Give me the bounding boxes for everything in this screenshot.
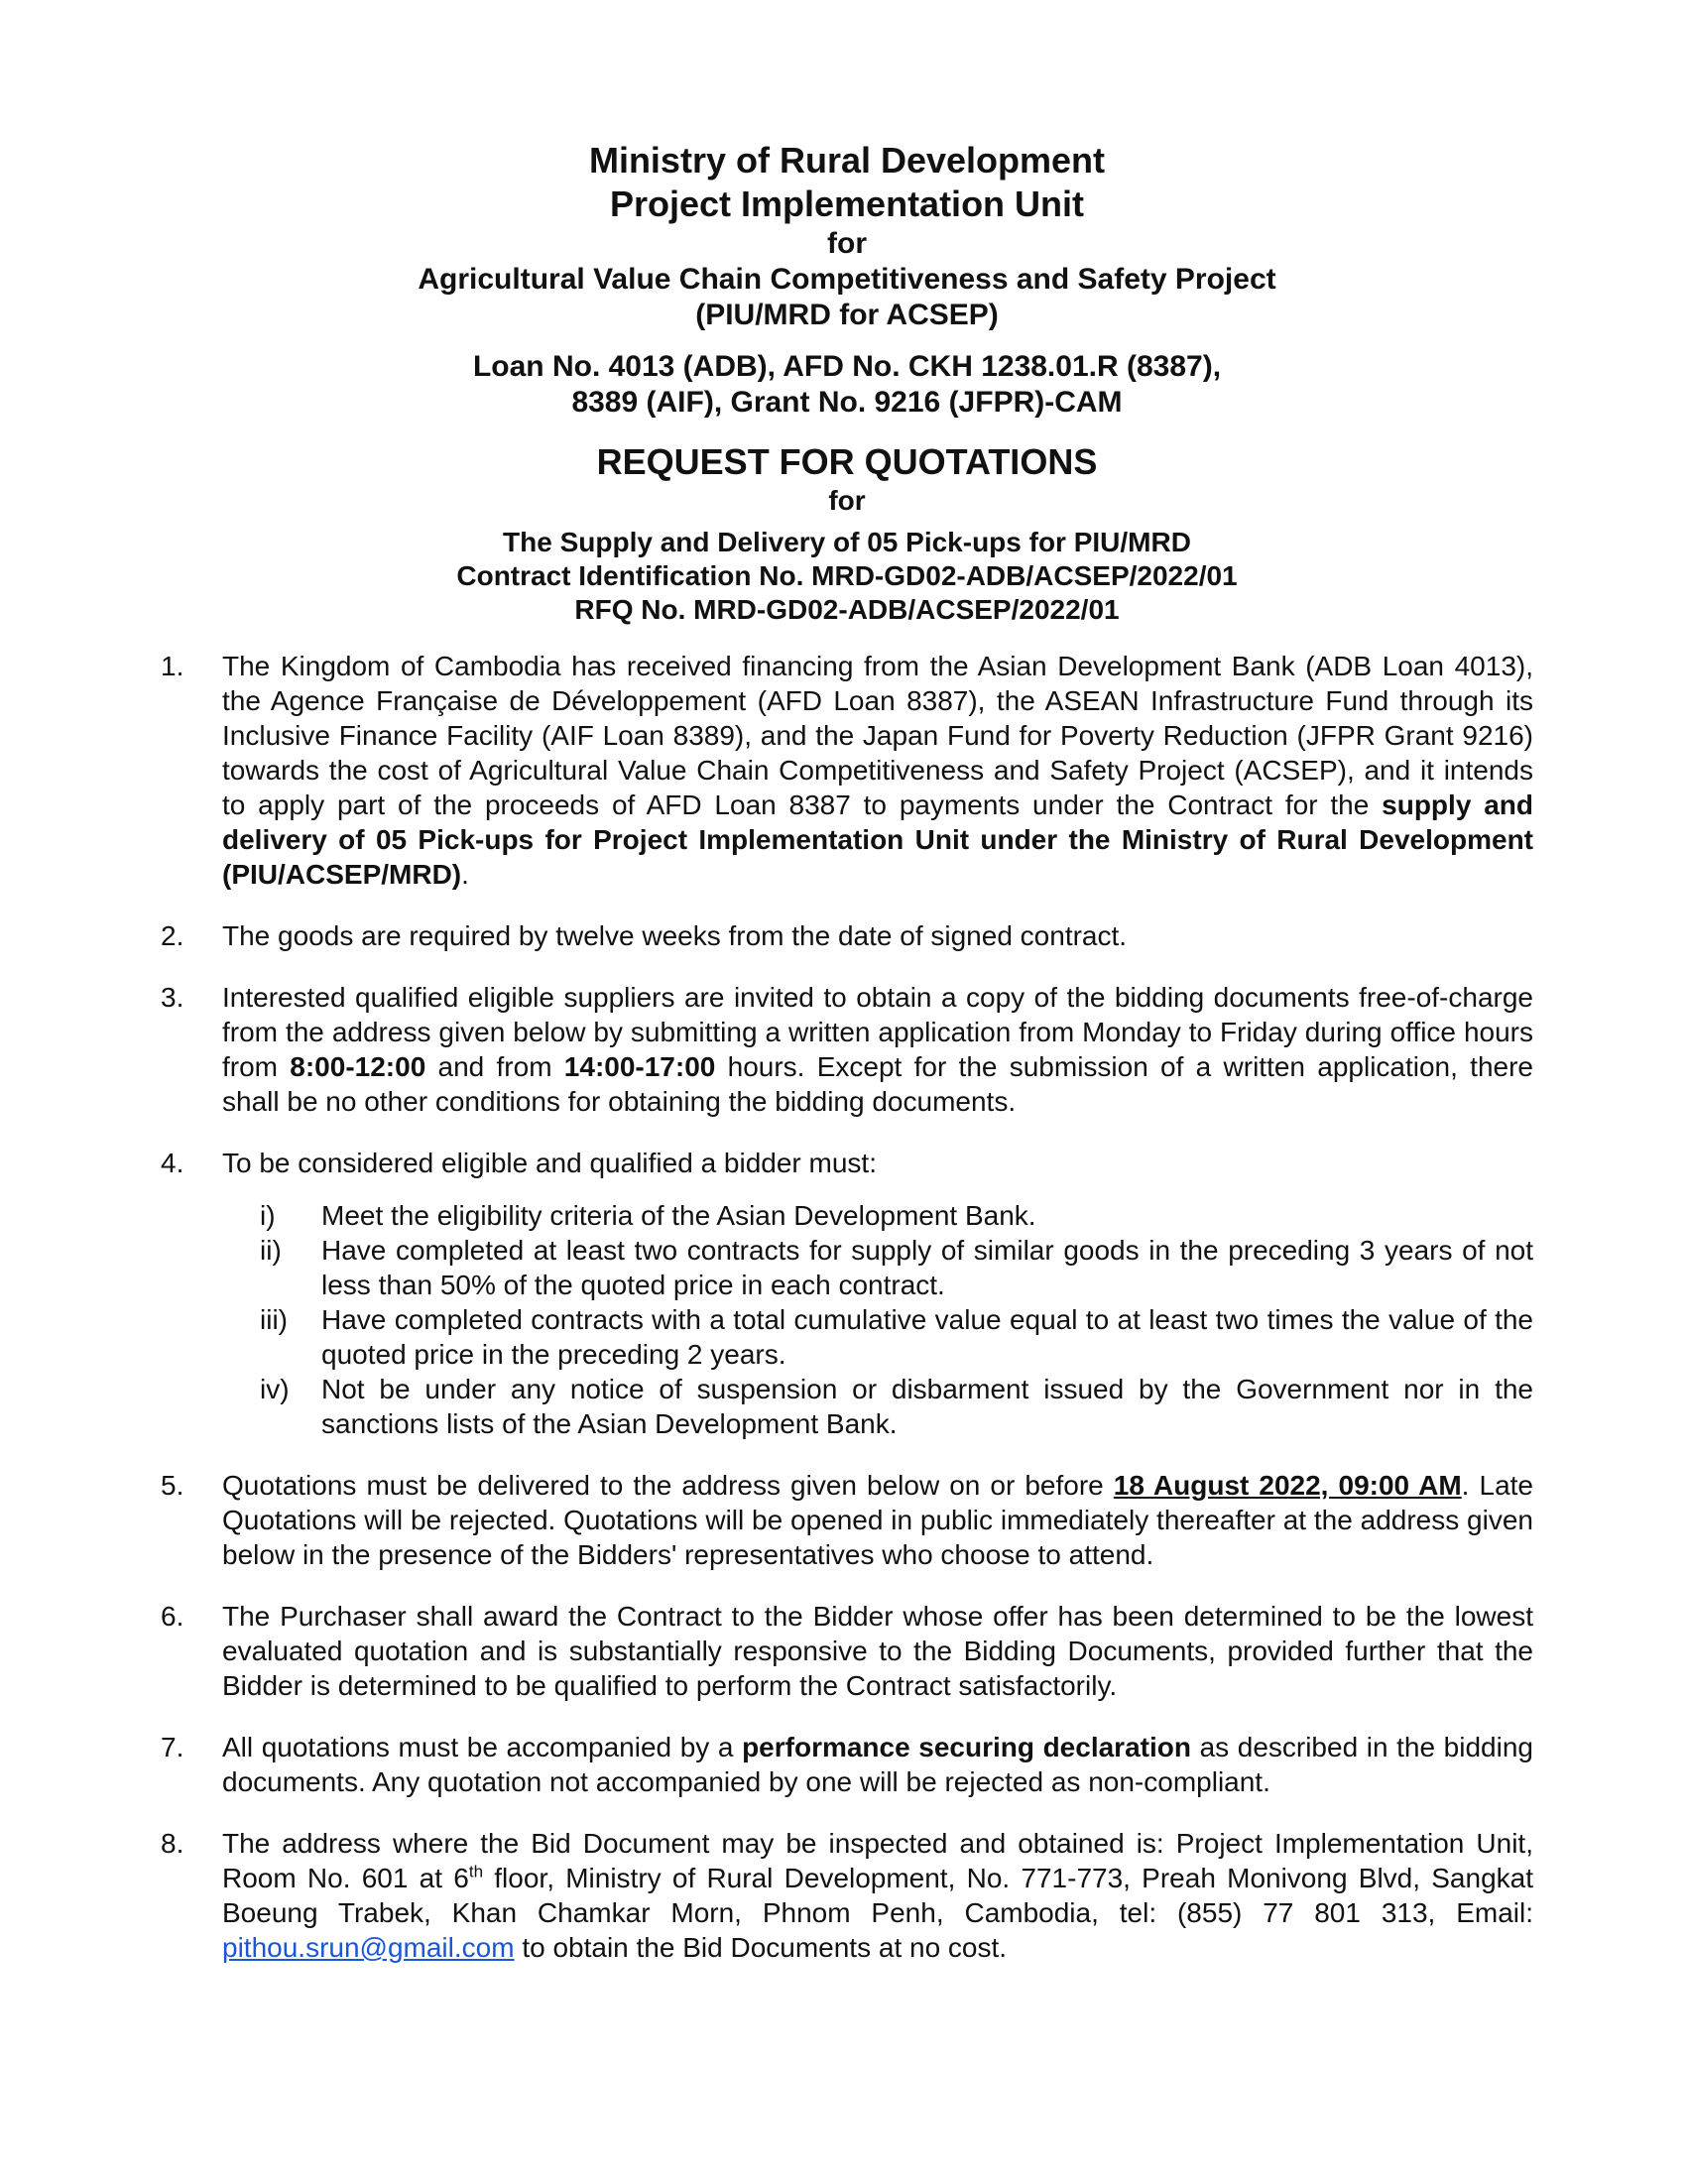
text-run: as described in the bidding documents. Any quotation not accompanied by one will be rejected as non-compliant.: [222, 1732, 1533, 1797]
text-run: and from: [425, 1051, 564, 1082]
list-item: [161, 918, 1533, 953]
rfq-number: RFQ No. MRD-GD02-ADB/ACSEP/2022/01: [574, 594, 1120, 625]
superscript: th: [468, 1862, 484, 1881]
list-item: [161, 980, 1533, 1119]
sub-item-number: ii): [260, 1235, 282, 1266]
project-name: Agricultural Value Chain Competitiveness and Safety Project: [418, 263, 1276, 296]
text-run: .: [461, 859, 469, 890]
sub-list-item: [222, 1198, 1533, 1233]
text-run: hours. Except for the submission of a written application, there shall be no other conditions for obtaining the bidding documents.: [222, 1051, 1534, 1117]
item-text: [222, 1468, 1533, 1572]
item-text: The Purchaser shall award the Contract to the Bidder whose offer has been determined to be the lowest evaluated quotation and is substantially responsive to the Bidding Documents, provided further that the Bidder is determined to be qualified to perform the Contract satisfactorily.: [222, 1601, 1533, 1701]
sub-item-number: iii): [260, 1304, 288, 1335]
item-number: 6.: [161, 1601, 184, 1632]
text-run: Quotations must be delivered to the address given below on or before: [222, 1470, 1114, 1501]
item-text: [222, 1826, 1533, 1965]
list-item: [161, 1599, 1533, 1703]
unit-name: Project Implementation Unit: [609, 183, 1085, 224]
document-title: REQUEST FOR QUOTATIONS: [596, 441, 1098, 482]
sub-item-text: Meet the eligibility criteria of the Asian Development Bank.: [321, 1200, 1036, 1231]
list-item: [161, 1146, 1533, 1441]
bold-text: supply and delivery of 05 Pick-ups for Project Implementation Unit under the Ministry of Rural Development (PIU/ACSEP/MRD): [222, 789, 1533, 890]
sub-item-text: Have completed contracts with a total cumulative value equal to at least two times the value of the quoted price in the preceding 2 years.: [321, 1304, 1533, 1370]
text-run: All quotations must be accompanied by a: [222, 1732, 743, 1762]
list-item: [161, 649, 1533, 892]
bold-text: performance securing declaration: [742, 1732, 1191, 1762]
item-number: 2.: [161, 920, 184, 951]
item-number: 8.: [161, 1828, 184, 1859]
sub-item-number: iv): [260, 1374, 290, 1404]
for-label-2: for: [828, 485, 866, 516]
text-run: to obtain the Bid Documents at no cost.: [514, 1932, 1008, 1963]
item-text: [222, 980, 1533, 1119]
text-run: floor, Ministry of Rural Development, No. 771-773, Preah Monivong Blvd, Sangkat Boeung Trabek, Khan Chamkar Morn, Phnom Penh, Cambodia, tel: (855) 77 801 313, Email:: [222, 1863, 1533, 1928]
list-item: [161, 1468, 1533, 1572]
bold-text: 8:00-12:00: [290, 1051, 426, 1082]
sub-list-item: [222, 1372, 1533, 1441]
text-run: Interested qualified eligible suppliers are invited to obtain a copy of the bidding documents free-of-charge from the address given below by submitting a written application from Monday to Friday during office hours from: [222, 982, 1533, 1082]
rfq-subject: The Supply and Delivery of 05 Pick-ups for PIU/MRD: [503, 527, 1191, 557]
sub-item-text: Have completed at least two contracts for supply of similar goods in the preceding 3 years of not less than 50% of the quoted price in each contract.: [321, 1235, 1533, 1300]
text-run: . Late Quotations will be rejected. Quotations will be opened in public immediately thereafter at the address given below in the presence of the Bidders' representatives who choose to attend.: [222, 1470, 1533, 1570]
sub-list-item: [222, 1302, 1533, 1372]
item-number: 3.: [161, 982, 184, 1013]
ministry-name: Ministry of Rural Development: [588, 140, 1106, 181]
list-item: [161, 1730, 1533, 1799]
bold-text: 14:00-17:00: [563, 1051, 716, 1082]
item-text: The goods are required by twelve weeks from the date of signed contract.: [222, 920, 1128, 951]
sub-list-item: [222, 1233, 1533, 1302]
list-item: [161, 1826, 1533, 1965]
project-abbr: (PIU/MRD for ACSEP): [695, 299, 999, 331]
loan-line-1: Loan No. 4013 (ADB), AFD No. CKH 1238.01.R (8387),: [472, 350, 1222, 383]
text-run: The address where the Bid Document may be inspected and obtained is: Project Implementation Unit, Room No. 601 at 6: [222, 1828, 1533, 1893]
item-number: 4.: [161, 1148, 184, 1178]
email-link[interactable]: pithou.srun@gmail.com: [222, 1932, 515, 1963]
deadline-date: 18 August 2022, 09:00 AM: [1113, 1470, 1462, 1501]
loan-line-2: 8389 (AIF), Grant No. 9216 (JFPR)-CAM: [571, 386, 1123, 419]
item-number: 7.: [161, 1732, 184, 1762]
item-number: 5.: [161, 1470, 184, 1501]
item-text: [222, 1730, 1533, 1799]
contract-id: Contract Identification No. MRD-GD02-ADB/ACSEP/2022/01: [456, 560, 1238, 591]
sub-item-text: Not be under any notice of suspension or disbarment issued by the Government nor in the sanctions lists of the Asian Development Bank.: [321, 1374, 1533, 1439]
item-intro: To be considered eligible and qualified a bidder must:: [222, 1148, 877, 1178]
item-text: [222, 1146, 1533, 1441]
item-number: 1.: [161, 651, 184, 681]
numbered-list: [161, 649, 1533, 1965]
sub-item-number: i): [260, 1200, 276, 1231]
item-text: [222, 649, 1533, 892]
document-header: [161, 139, 1533, 627]
for-label: for: [827, 227, 867, 260]
text-run: The Kingdom of Cambodia has received financing from the Asian Development Bank (ADB Loan 4013), the Agence Française de Développement (AFD Loan 8387), the ASEAN Infrastructure Fund through its Inclusive Finance Facility (AIF Loan 8389), and the Japan Fund for Poverty Reduction (JFPR Grant 9216) towards the cost of Agricultural Value Chain Competitiveness and Safety Project (ACSEP), and it intends to apply part of the proceeds of AFD Loan 8387 to payments under the Contract for the: [222, 651, 1533, 820]
sub-list: [222, 1198, 1533, 1441]
